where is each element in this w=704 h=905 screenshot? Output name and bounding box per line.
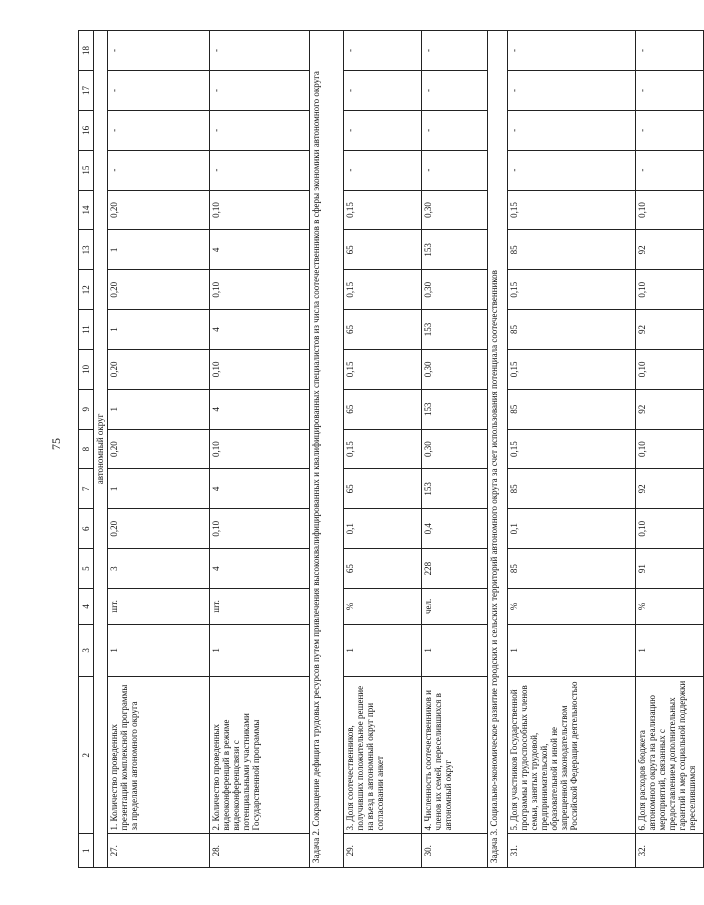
table-cell: 1 [108, 230, 210, 270]
table-cell: - [108, 31, 210, 71]
table-cell: 0,10 [210, 429, 310, 469]
table-cell: 0,20 [108, 349, 210, 389]
column-number: 3 [79, 624, 94, 676]
table-cell: - [636, 110, 704, 150]
table-cell: 0,30 [422, 429, 488, 469]
section-heading: автономный округ [94, 31, 108, 868]
table-cell: - [108, 71, 210, 111]
table-cell: 0,15 [344, 349, 422, 389]
indicator-name: 6. Доля расходов бюджета автономного округа на реализацию мероприятий, связанных с предоставлением дополнительных гарантий и мер социальной поддержки переселившимся [636, 677, 704, 834]
table-cell: 65 [344, 549, 422, 589]
base-value: 1 [422, 624, 488, 676]
table-cell: 0,10 [636, 509, 704, 549]
column-number: 9 [79, 389, 94, 429]
table-cell: 0,30 [422, 270, 488, 310]
table-cell: 92 [636, 469, 704, 509]
column-number: 14 [79, 190, 94, 230]
table-cell: 92 [636, 230, 704, 270]
table-cell: - [108, 150, 210, 190]
table-cell: 65 [344, 310, 422, 350]
unit-of-measure: чел. [422, 589, 488, 625]
table-cell: 0,10 [636, 190, 704, 230]
row-number: 29. [344, 834, 422, 868]
table-cell: - [344, 150, 422, 190]
table-cell: 92 [636, 310, 704, 350]
table-cell: - [210, 71, 310, 111]
table-cell: 85 [508, 469, 636, 509]
table-cell: 0,30 [422, 190, 488, 230]
column-number: 5 [79, 549, 94, 589]
column-number: 13 [79, 230, 94, 270]
table-cell: 153 [422, 230, 488, 270]
row-number: 32. [636, 834, 704, 868]
table-cell: - [344, 31, 422, 71]
table-row [108, 31, 210, 868]
table-cell: 0,15 [344, 429, 422, 469]
section-heading: Задача 3. Социально-экономическое развитие городских и сельских территорий автономного округа за счет использования потенциала соотечественников [488, 31, 508, 868]
table-cell: 0,1 [508, 509, 636, 549]
table-cell: 0,20 [108, 509, 210, 549]
column-number: 4 [79, 589, 94, 625]
section-heading-row [94, 31, 108, 868]
table-cell: 92 [636, 389, 704, 429]
rotated-page [78, 30, 698, 868]
table-cell: 0,20 [108, 429, 210, 469]
indicator-name: 2. Количество проведенных видеоконференций в режиме видеоконференцсвязи с потенциальными участниками Государственной программы [210, 677, 310, 834]
table-cell: 91 [636, 549, 704, 589]
column-number: 1 [79, 834, 94, 868]
table-cell: - [508, 71, 636, 111]
row-number: 31. [508, 834, 636, 868]
column-number: 15 [79, 150, 94, 190]
table-cell: 3 [108, 549, 210, 589]
page-number: 75 [49, 438, 63, 450]
column-number: 16 [79, 110, 94, 150]
table-cell: 0,15 [344, 190, 422, 230]
section-heading: Задача 2. Сокращение дефицита трудовых ресурсов путем привлечения высококвалифицированных и квалифицированных специалистов из числа соотечественников в сферы экономики автономного округа [310, 31, 344, 868]
table-cell: 0,4 [422, 509, 488, 549]
row-number: 28. [210, 834, 310, 868]
unit-of-measure: % [508, 589, 636, 625]
row-number: 27. [108, 834, 210, 868]
table-cell: - [636, 150, 704, 190]
table-cell: - [344, 71, 422, 111]
table-cell: 65 [344, 469, 422, 509]
table-cell: 4 [210, 389, 310, 429]
table-cell: 65 [344, 389, 422, 429]
table-cell: - [422, 110, 488, 150]
indicator-table [78, 30, 704, 868]
table-cell: 85 [508, 549, 636, 589]
table-cell: - [210, 110, 310, 150]
table-cell: 0,10 [210, 349, 310, 389]
unit-of-measure: шт. [108, 589, 210, 625]
table-cell: 0,10 [636, 429, 704, 469]
indicator-name: 1. Количество проведенных презентаций комплексной программы за пределами автономного округа [108, 677, 210, 834]
table-cell: 0,15 [508, 429, 636, 469]
table-row [344, 31, 422, 868]
unit-of-measure: шт. [210, 589, 310, 625]
table-cell: 1 [108, 310, 210, 350]
table-cell: 0,20 [108, 270, 210, 310]
table-row [422, 31, 488, 868]
column-number: 2 [79, 677, 94, 834]
table-cell: 153 [422, 389, 488, 429]
table-cell: - [210, 150, 310, 190]
table-cell: 0,15 [508, 190, 636, 230]
base-value: 1 [508, 624, 636, 676]
table-cell: - [422, 71, 488, 111]
table-cell: - [422, 150, 488, 190]
table-cell: 153 [422, 469, 488, 509]
table-cell: 4 [210, 469, 310, 509]
column-number-row [79, 31, 94, 868]
table-cell: 4 [210, 310, 310, 350]
indicator-name: 5. Доля участников Государственной программы и трудоспособных членов семьи, занятых трудовой, предпринимательской, образовательной и иной не запрещенной законодательством Российской Федерации деятельностью [508, 677, 636, 834]
table-cell: 0,10 [636, 270, 704, 310]
table-row [508, 31, 636, 868]
column-number: 10 [79, 349, 94, 389]
table-cell: 85 [508, 389, 636, 429]
column-number: 17 [79, 71, 94, 111]
column-number: 8 [79, 429, 94, 469]
table-cell: - [210, 31, 310, 71]
section-heading-row [310, 31, 344, 868]
table-cell: 0,10 [210, 190, 310, 230]
table-cell: - [508, 150, 636, 190]
table-cell: 4 [210, 549, 310, 589]
table-cell: - [508, 110, 636, 150]
table-cell: - [422, 31, 488, 71]
table-cell: 228 [422, 549, 488, 589]
table-cell: - [508, 31, 636, 71]
table-cell: 0,15 [344, 270, 422, 310]
base-value: 1 [344, 624, 422, 676]
table-cell: 0,30 [422, 349, 488, 389]
column-number: 6 [79, 509, 94, 549]
table-cell: 0,1 [344, 509, 422, 549]
table-cell: 85 [508, 230, 636, 270]
table-cell: 1 [108, 389, 210, 429]
table-row [210, 31, 310, 868]
table-cell: 0,15 [508, 349, 636, 389]
table-cell: - [108, 110, 210, 150]
indicator-name: 4. Численность соотечественников и членов их семей, переселившихся в автономный округ [422, 677, 488, 834]
unit-of-measure: % [344, 589, 422, 625]
table-cell: - [636, 71, 704, 111]
table-row [636, 31, 704, 868]
table-cell: 4 [210, 230, 310, 270]
base-value: 1 [210, 624, 310, 676]
base-value: 1 [636, 624, 704, 676]
table-cell: 0,15 [508, 270, 636, 310]
section-heading-row [488, 31, 508, 868]
column-number: 18 [79, 31, 94, 71]
table-cell: 0,10 [210, 270, 310, 310]
indicator-name: 3. Доля соотечественников, получивших положительное решение на въезд в автономный округ при согласовании анкет [344, 677, 422, 834]
table-cell: 65 [344, 230, 422, 270]
table-cell: 1 [108, 469, 210, 509]
table-cell: - [344, 110, 422, 150]
table-cell: - [636, 31, 704, 71]
table-cell: 0,10 [636, 349, 704, 389]
base-value: 1 [108, 624, 210, 676]
row-number: 30. [422, 834, 488, 868]
column-number: 11 [79, 310, 94, 350]
unit-of-measure: % [636, 589, 704, 625]
column-number: 7 [79, 469, 94, 509]
column-number: 12 [79, 270, 94, 310]
table-cell: 0,10 [210, 509, 310, 549]
table-cell: 85 [508, 310, 636, 350]
table-cell: 0,20 [108, 190, 210, 230]
table-cell: 153 [422, 310, 488, 350]
